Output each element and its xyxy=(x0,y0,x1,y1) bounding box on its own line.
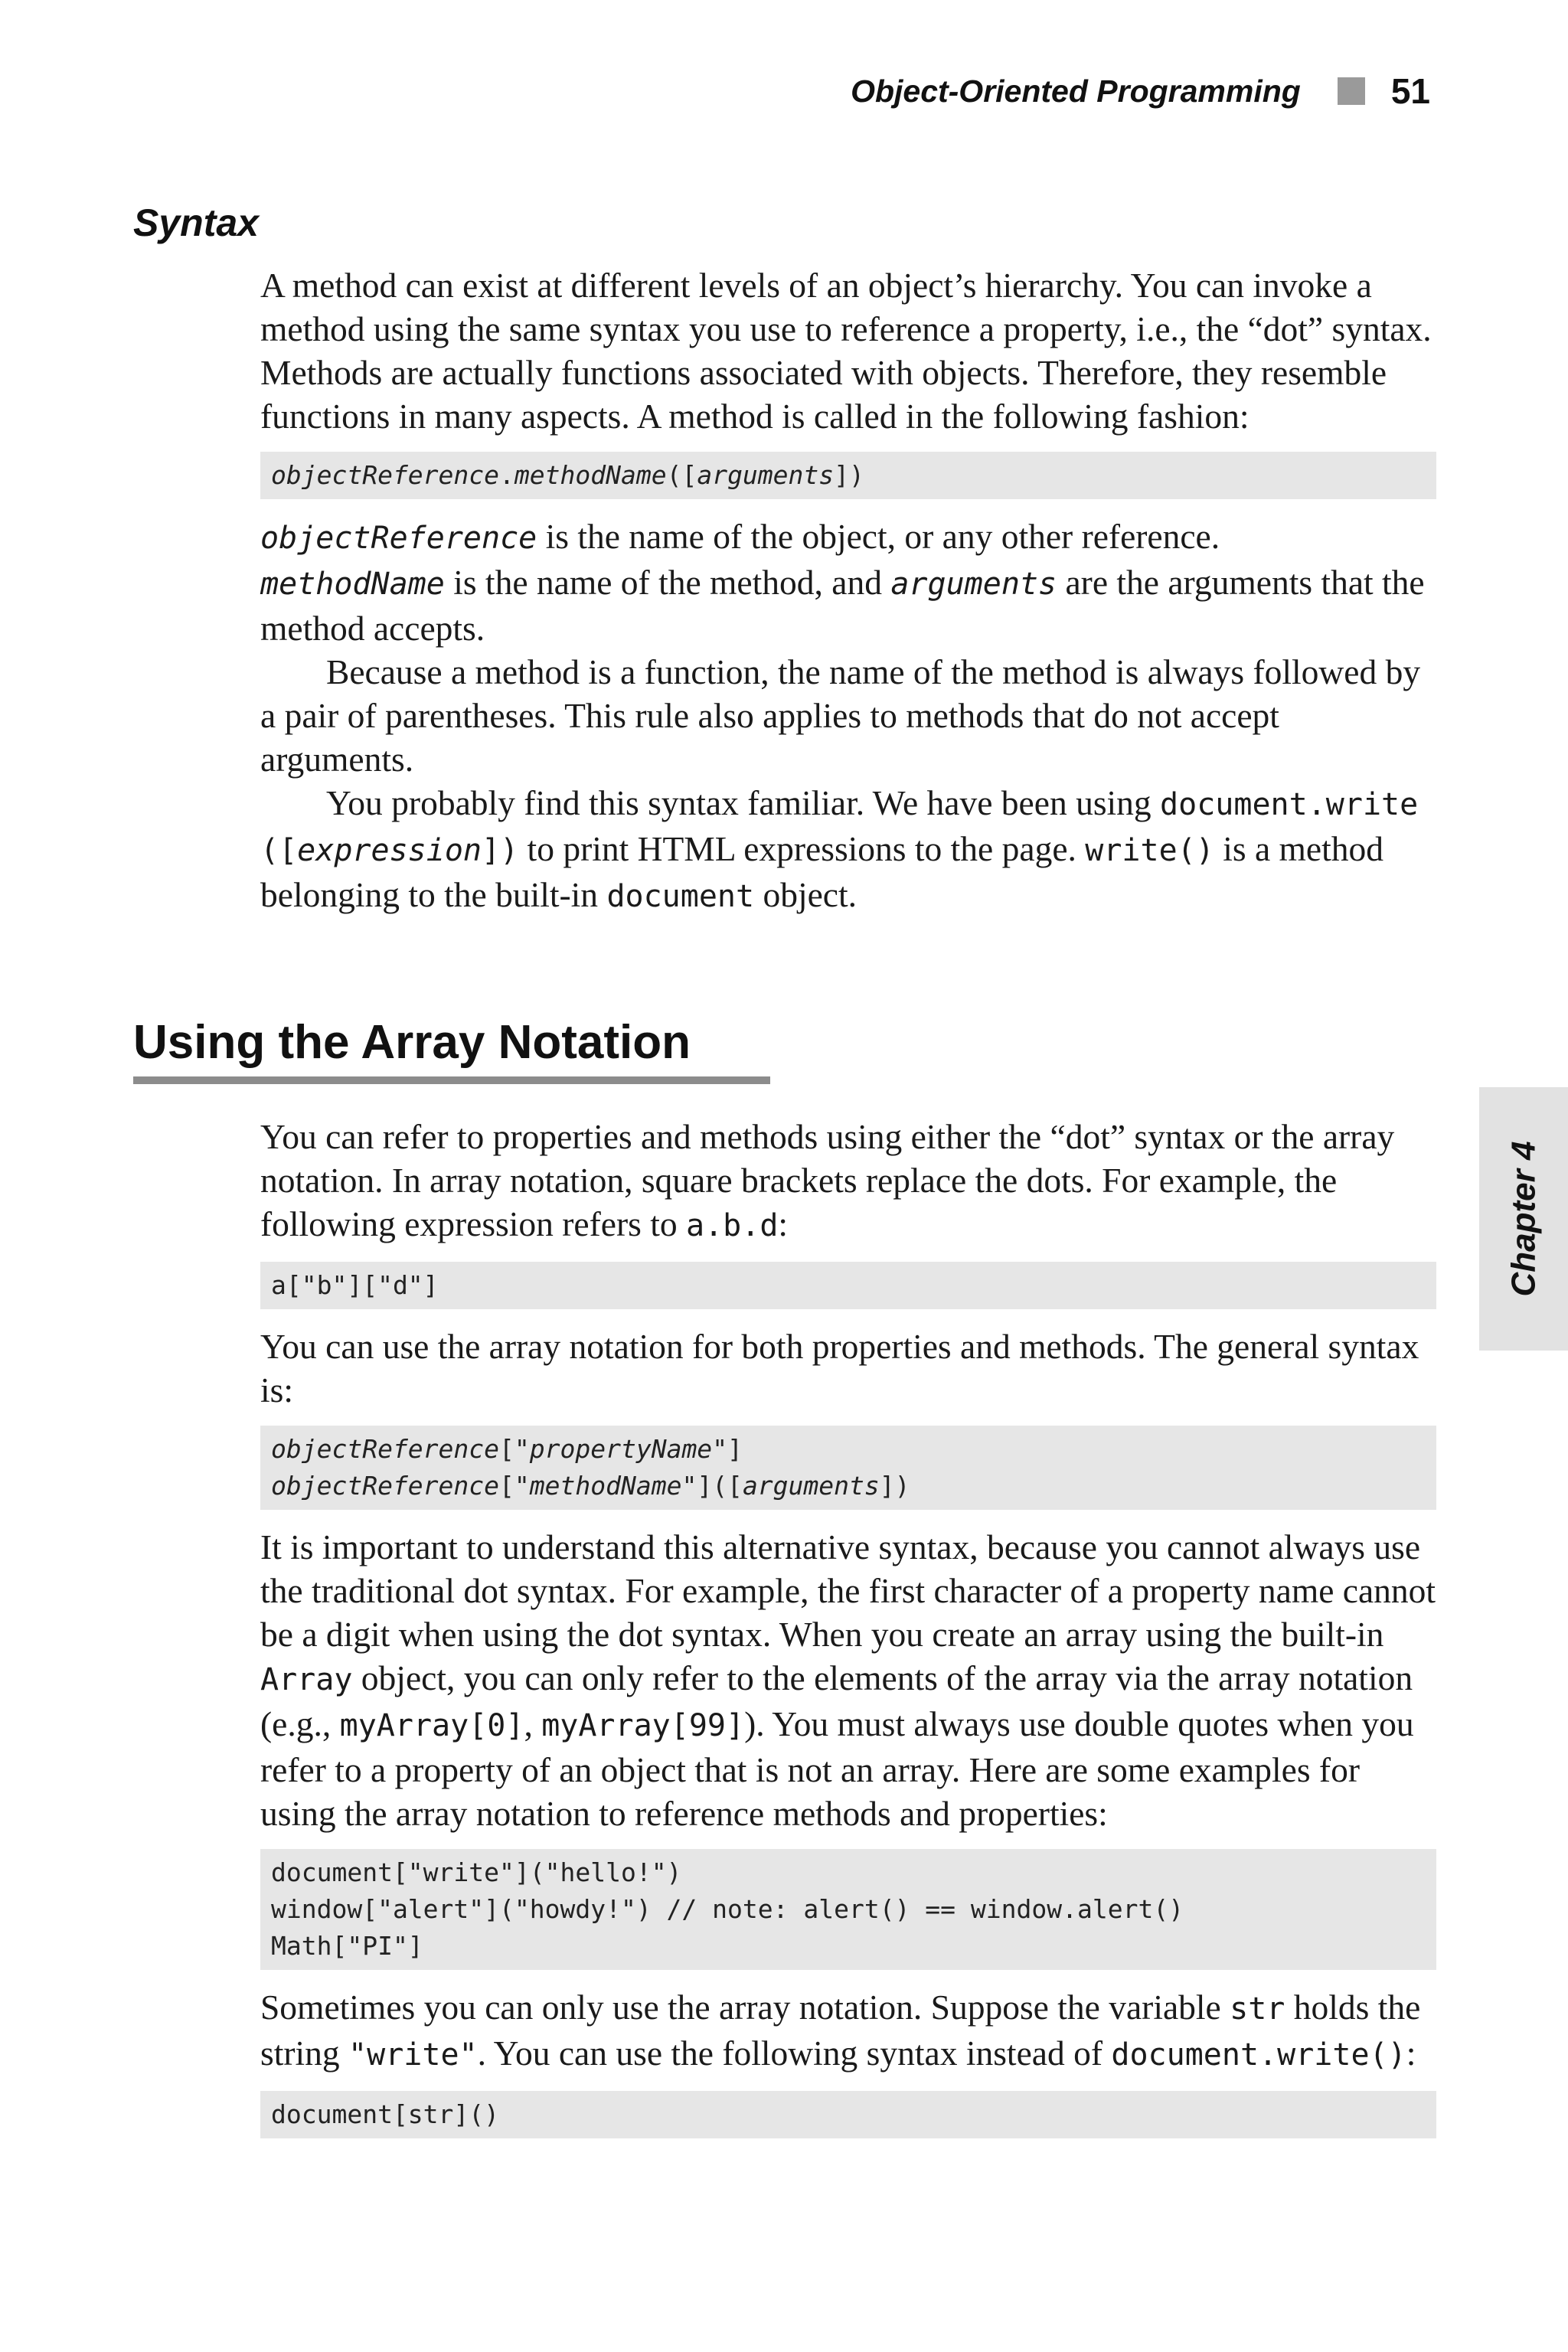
p3-code-expression: expression xyxy=(297,833,482,868)
p3-code-document: document xyxy=(606,879,755,914)
gs-l2-q1: [" xyxy=(499,1471,530,1501)
a4-code-write-string: "write" xyxy=(348,2037,478,2073)
a3-code-array: Array xyxy=(260,1662,353,1697)
code-line: Math["PI"] xyxy=(271,1931,423,1961)
array-intro-paragraph xyxy=(260,1115,1436,1248)
a4-text-2: holds the string xyxy=(260,1988,1421,2073)
array-notation-body xyxy=(260,1115,1436,2138)
a3-text-2: object, you can only refer to the elements of the array via the array notation (e.g., xyxy=(260,1658,1413,1743)
a3-code-myarray-99: myArray[99] xyxy=(541,1708,745,1743)
code-method-name: methodName xyxy=(514,460,667,490)
variable-notation-paragraph xyxy=(260,1985,1436,2077)
a1-code-abd: a.b.d xyxy=(685,1208,779,1243)
header-square-ornament xyxy=(1338,77,1365,105)
a3-code-myarray-0: myArray[0] xyxy=(339,1708,524,1743)
array-notation-heading: Using the Array Notation xyxy=(133,1016,691,1069)
examples-code-block xyxy=(260,1849,1436,1970)
general-syntax-code-block xyxy=(260,1426,1436,1510)
code-dot: . xyxy=(499,460,514,490)
page-number: 51 xyxy=(1390,71,1430,111)
a1-text-1: You can refer to properties and methods using either the “dot” syntax or the array notation. In array notation, square brackets replace the dots. For example, the following expression refers to xyxy=(260,1117,1395,1243)
code-arguments: arguments xyxy=(697,460,835,490)
definition-paragraph xyxy=(260,514,1436,650)
gs-l1-name: propertyName xyxy=(529,1434,713,1464)
a4-text-4: : xyxy=(1406,2034,1416,2073)
code-open: ([ xyxy=(666,460,697,490)
def-text-1: is the name of the object, or any other reference. xyxy=(537,517,1220,556)
def-text-3: are the arguments that the method accepts. xyxy=(260,563,1425,648)
def-arguments: arguments xyxy=(890,567,1057,602)
running-header-title: Object-Oriented Programming xyxy=(851,73,1301,109)
a4-text-1: Sometimes you can only use the array notation. Suppose the variable xyxy=(260,1988,1230,2027)
a4-code-str: str xyxy=(1230,1991,1285,2027)
p3-text-2: to print HTML expressions to the page. xyxy=(518,829,1086,868)
code-close: ]) xyxy=(834,460,864,490)
p3-text-4: object. xyxy=(754,875,858,914)
p3-code-document-write: document.write ([ xyxy=(260,787,1419,868)
running-header xyxy=(851,70,1430,112)
p3-code-end: ]) xyxy=(482,833,519,868)
method-call-code-block xyxy=(260,452,1436,499)
a3-text-4: ). You must always use double quotes when you refer to a property of an object that is not an array. Here are some examples for using the array notation to reference methods and properties: xyxy=(260,1704,1414,1833)
chapter-thumb-tab xyxy=(1479,1087,1568,1351)
a4-code-document-write: document.write() xyxy=(1111,2037,1406,2073)
def-object-reference: objectReference xyxy=(260,521,537,556)
a4-text-3: . You can use the following syntax instead of xyxy=(477,2034,1112,2073)
chapter-tab-label: Chapter 4 xyxy=(1504,1141,1543,1297)
gs-l1-obj: objectReference xyxy=(271,1434,500,1464)
p3-text-1: You probably find this syntax familiar. We have been using xyxy=(326,783,1161,822)
array-example-code-block: a["b"]["d"] xyxy=(260,1262,1436,1309)
gs-l2-q2: "]([ xyxy=(681,1471,743,1501)
syntax-heading: Syntax xyxy=(133,201,259,244)
syntax-intro-paragraph: A method can exist at different levels of an object’s hierarchy. You can invoke a method using the same syntax you use to reference a property, i.e., the “dot” syntax. Methods are actually functions associated with objects. Therefore, they resemble functions in many aspects. A method is called in the following fashion: xyxy=(260,266,1432,436)
alternative-syntax-paragraph xyxy=(260,1525,1436,1835)
a3-text-3: , xyxy=(524,1704,542,1743)
p3-text-3: is a method belonging to the built-in xyxy=(260,829,1383,914)
document-str-code-block: document[str]() xyxy=(260,2091,1436,2138)
array-notation-heading-block xyxy=(133,1012,770,1084)
a1-text-2: : xyxy=(778,1204,789,1243)
heading-underline-rule xyxy=(133,1076,770,1084)
gs-l2-obj: objectReference xyxy=(271,1471,500,1501)
gs-l1-q1: [" xyxy=(499,1434,530,1464)
code-object-reference: objectReference xyxy=(271,460,500,490)
a3-text-1: It is important to understand this alternative syntax, because you cannot always use the traditional dot syntax. For example, the first character of a property name cannot be a digit when using the dot syntax. When you create an array using the built-in xyxy=(260,1527,1436,1654)
familiar-syntax-paragraph xyxy=(260,781,1436,919)
gs-l1-q2: "] xyxy=(712,1434,743,1464)
def-text-2: is the name of the method, and xyxy=(444,563,891,602)
syntax-body xyxy=(260,263,1436,919)
def-method-name: methodName xyxy=(260,567,445,602)
code-line: window["alert"]("howdy!") // note: alert() == window.alert() xyxy=(271,1894,1184,1924)
gs-l2-args: arguments xyxy=(742,1471,880,1501)
gs-l2-name: methodName xyxy=(529,1471,682,1501)
gs-l2-end: ]) xyxy=(879,1471,910,1501)
parentheses-paragraph: Because a method is a function, the name of the method is always followed by a pair of parentheses. This rule also applies to methods that do not accept arguments. xyxy=(260,652,1421,779)
p3-code-write: write() xyxy=(1085,833,1214,868)
general-syntax-paragraph: You can use the array notation for both properties and methods. The general syntax is: xyxy=(260,1327,1419,1410)
code-line: document["write"]("hello!") xyxy=(271,1857,682,1887)
